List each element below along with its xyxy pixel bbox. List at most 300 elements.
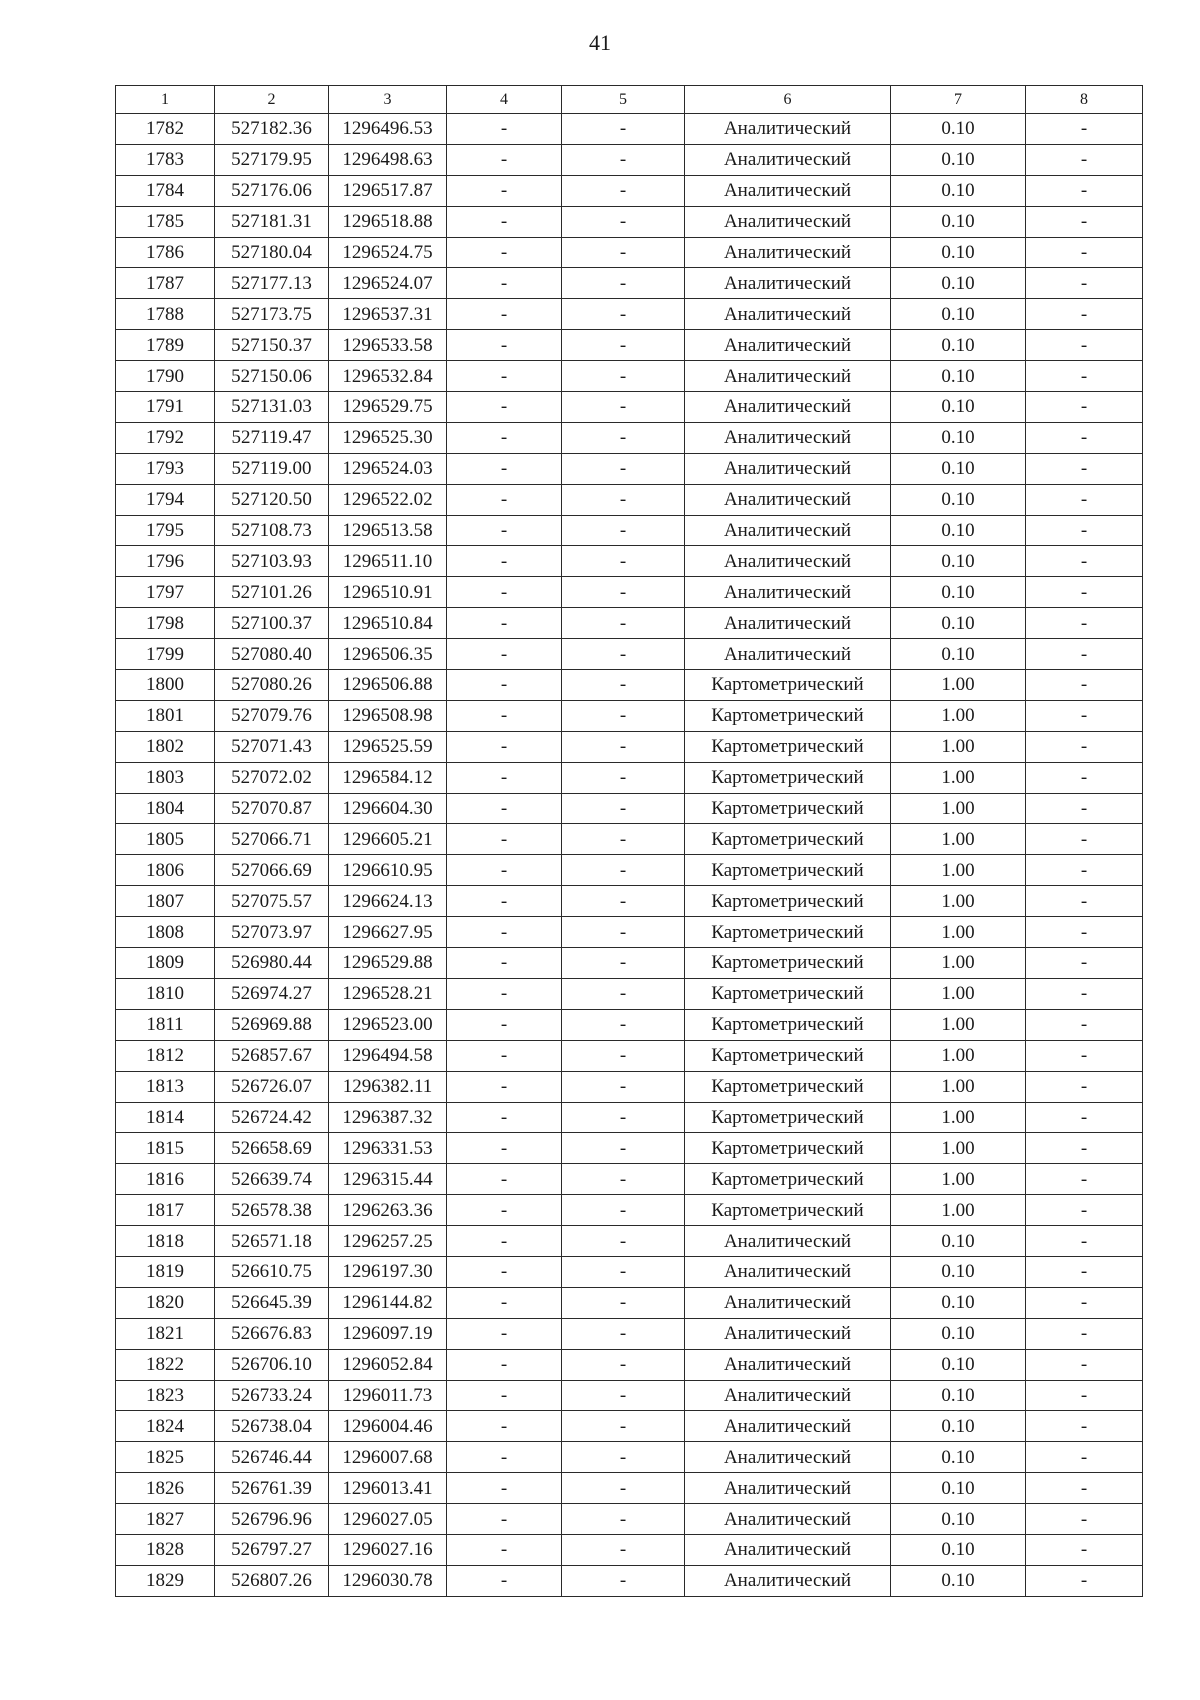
- point-number-cell: 1804: [116, 793, 215, 824]
- x-coordinate-cell: 526738.04: [215, 1411, 329, 1442]
- method-cell: Аналитический: [685, 577, 891, 608]
- table-row: [116, 546, 1143, 577]
- point-number-cell: 1812: [116, 1040, 215, 1071]
- accuracy-cell: 0.10: [891, 639, 1026, 670]
- col4-cell: -: [447, 762, 562, 793]
- col4-cell: -: [447, 793, 562, 824]
- accuracy-cell: 0.10: [891, 484, 1026, 515]
- x-coordinate-cell: 527071.43: [215, 731, 329, 762]
- table-row: [116, 824, 1143, 855]
- accuracy-cell: 0.10: [891, 1349, 1026, 1380]
- table-row: [116, 1071, 1143, 1102]
- method-cell: Аналитический: [685, 515, 891, 546]
- accuracy-cell: 1.00: [891, 1009, 1026, 1040]
- col8-cell: -: [1026, 1318, 1143, 1349]
- col8-cell: -: [1026, 453, 1143, 484]
- accuracy-cell: 0.10: [891, 1380, 1026, 1411]
- accuracy-cell: 1.00: [891, 917, 1026, 948]
- x-coordinate-cell: 527073.97: [215, 917, 329, 948]
- table-row: [116, 1102, 1143, 1133]
- column-header: 2: [215, 86, 329, 114]
- col8-cell: -: [1026, 206, 1143, 237]
- col4-cell: -: [447, 1565, 562, 1596]
- col5-cell: -: [562, 700, 685, 731]
- col4-cell: -: [447, 1195, 562, 1226]
- y-coordinate-cell: 1296524.75: [329, 237, 447, 268]
- col8-cell: -: [1026, 1195, 1143, 1226]
- y-coordinate-cell: 1296518.88: [329, 206, 447, 237]
- point-number-cell: 1827: [116, 1504, 215, 1535]
- col8-cell: -: [1026, 824, 1143, 855]
- x-coordinate-cell: 527075.57: [215, 886, 329, 917]
- point-number-cell: 1799: [116, 639, 215, 670]
- table-row: [116, 453, 1143, 484]
- y-coordinate-cell: 1296011.73: [329, 1380, 447, 1411]
- col4-cell: -: [447, 824, 562, 855]
- column-header: 6: [685, 86, 891, 114]
- x-coordinate-cell: 527066.71: [215, 824, 329, 855]
- x-coordinate-cell: 527066.69: [215, 855, 329, 886]
- col4-cell: -: [447, 1318, 562, 1349]
- y-coordinate-cell: 1296510.91: [329, 577, 447, 608]
- col8-cell: -: [1026, 1504, 1143, 1535]
- y-coordinate-cell: 1296525.30: [329, 422, 447, 453]
- col5-cell: -: [562, 1195, 685, 1226]
- point-number-cell: 1821: [116, 1318, 215, 1349]
- col5-cell: -: [562, 948, 685, 979]
- point-number-cell: 1819: [116, 1256, 215, 1287]
- col4-cell: -: [447, 978, 562, 1009]
- y-coordinate-cell: 1296030.78: [329, 1565, 447, 1596]
- y-coordinate-cell: 1296506.88: [329, 670, 447, 701]
- col5-cell: -: [562, 978, 685, 1009]
- col5-cell: -: [562, 793, 685, 824]
- table-row: [116, 731, 1143, 762]
- col5-cell: -: [562, 762, 685, 793]
- y-coordinate-cell: 1296610.95: [329, 855, 447, 886]
- point-number-cell: 1818: [116, 1226, 215, 1257]
- col5-cell: -: [562, 546, 685, 577]
- col8-cell: -: [1026, 1040, 1143, 1071]
- accuracy-cell: 0.10: [891, 206, 1026, 237]
- method-cell: Картометрический: [685, 978, 891, 1009]
- col5-cell: -: [562, 1349, 685, 1380]
- method-cell: Аналитический: [685, 546, 891, 577]
- method-cell: Аналитический: [685, 1380, 891, 1411]
- y-coordinate-cell: 1296517.87: [329, 175, 447, 206]
- accuracy-cell: 0.10: [891, 422, 1026, 453]
- col4-cell: -: [447, 361, 562, 392]
- accuracy-cell: 0.10: [891, 1473, 1026, 1504]
- col5-cell: -: [562, 1565, 685, 1596]
- col5-cell: -: [562, 1411, 685, 1442]
- method-cell: Аналитический: [685, 608, 891, 639]
- method-cell: Аналитический: [685, 299, 891, 330]
- y-coordinate-cell: 1296584.12: [329, 762, 447, 793]
- accuracy-cell: 0.10: [891, 546, 1026, 577]
- point-number-cell: 1787: [116, 268, 215, 299]
- method-cell: Картометрический: [685, 1133, 891, 1164]
- col5-cell: -: [562, 1071, 685, 1102]
- col8-cell: -: [1026, 1287, 1143, 1318]
- method-cell: Аналитический: [685, 330, 891, 361]
- col8-cell: -: [1026, 1164, 1143, 1195]
- accuracy-cell: 0.10: [891, 1534, 1026, 1565]
- point-number-cell: 1791: [116, 392, 215, 423]
- col4-cell: -: [447, 237, 562, 268]
- x-coordinate-cell: 526797.27: [215, 1534, 329, 1565]
- method-cell: Аналитический: [685, 1318, 891, 1349]
- y-coordinate-cell: 1296524.07: [329, 268, 447, 299]
- y-coordinate-cell: 1296315.44: [329, 1164, 447, 1195]
- y-coordinate-cell: 1296511.10: [329, 546, 447, 577]
- col4-cell: -: [447, 1040, 562, 1071]
- method-cell: Аналитический: [685, 175, 891, 206]
- accuracy-cell: 0.10: [891, 1318, 1026, 1349]
- y-coordinate-cell: 1296331.53: [329, 1133, 447, 1164]
- table-row: [116, 422, 1143, 453]
- col8-cell: -: [1026, 392, 1143, 423]
- y-coordinate-cell: 1296263.36: [329, 1195, 447, 1226]
- col8-cell: -: [1026, 361, 1143, 392]
- point-number-cell: 1820: [116, 1287, 215, 1318]
- col8-cell: -: [1026, 268, 1143, 299]
- method-cell: Аналитический: [685, 1534, 891, 1565]
- table-row: [116, 948, 1143, 979]
- x-coordinate-cell: 526676.83: [215, 1318, 329, 1349]
- col8-cell: -: [1026, 1226, 1143, 1257]
- column-header: 8: [1026, 86, 1143, 114]
- col5-cell: -: [562, 361, 685, 392]
- accuracy-cell: 0.10: [891, 268, 1026, 299]
- col5-cell: -: [562, 670, 685, 701]
- col8-cell: -: [1026, 1009, 1143, 1040]
- y-coordinate-cell: 1296004.46: [329, 1411, 447, 1442]
- col5-cell: -: [562, 731, 685, 762]
- accuracy-cell: 1.00: [891, 762, 1026, 793]
- y-coordinate-cell: 1296052.84: [329, 1349, 447, 1380]
- method-cell: Аналитический: [685, 268, 891, 299]
- x-coordinate-cell: 527176.06: [215, 175, 329, 206]
- accuracy-cell: 0.10: [891, 608, 1026, 639]
- point-number-cell: 1798: [116, 608, 215, 639]
- point-number-cell: 1808: [116, 917, 215, 948]
- x-coordinate-cell: 526610.75: [215, 1256, 329, 1287]
- y-coordinate-cell: 1296537.31: [329, 299, 447, 330]
- x-coordinate-cell: 527101.26: [215, 577, 329, 608]
- col4-cell: -: [447, 731, 562, 762]
- col8-cell: -: [1026, 762, 1143, 793]
- x-coordinate-cell: 526796.96: [215, 1504, 329, 1535]
- table-row: [116, 299, 1143, 330]
- y-coordinate-cell: 1296627.95: [329, 917, 447, 948]
- method-cell: Аналитический: [685, 1287, 891, 1318]
- col5-cell: -: [562, 886, 685, 917]
- accuracy-cell: 0.10: [891, 1504, 1026, 1535]
- col5-cell: -: [562, 1318, 685, 1349]
- col5-cell: -: [562, 1164, 685, 1195]
- accuracy-cell: 0.10: [891, 175, 1026, 206]
- col8-cell: -: [1026, 484, 1143, 515]
- col8-cell: -: [1026, 144, 1143, 175]
- y-coordinate-cell: 1296097.19: [329, 1318, 447, 1349]
- column-header: 4: [447, 86, 562, 114]
- col5-cell: -: [562, 1534, 685, 1565]
- table-row: [116, 793, 1143, 824]
- col5-cell: -: [562, 484, 685, 515]
- point-number-cell: 1809: [116, 948, 215, 979]
- col8-cell: -: [1026, 1102, 1143, 1133]
- method-cell: Картометрический: [685, 731, 891, 762]
- x-coordinate-cell: 527072.02: [215, 762, 329, 793]
- col4-cell: -: [447, 484, 562, 515]
- table-row: [116, 1442, 1143, 1473]
- y-coordinate-cell: 1296027.05: [329, 1504, 447, 1535]
- table-row: [116, 144, 1143, 175]
- x-coordinate-cell: 526726.07: [215, 1071, 329, 1102]
- x-coordinate-cell: 527080.40: [215, 639, 329, 670]
- accuracy-cell: 0.10: [891, 1256, 1026, 1287]
- y-coordinate-cell: 1296387.32: [329, 1102, 447, 1133]
- col5-cell: -: [562, 1133, 685, 1164]
- col8-cell: -: [1026, 299, 1143, 330]
- table-row: [116, 1349, 1143, 1380]
- x-coordinate-cell: 527131.03: [215, 392, 329, 423]
- y-coordinate-cell: 1296604.30: [329, 793, 447, 824]
- x-coordinate-cell: 526658.69: [215, 1133, 329, 1164]
- table-row: [116, 700, 1143, 731]
- col5-cell: -: [562, 175, 685, 206]
- x-coordinate-cell: 527108.73: [215, 515, 329, 546]
- point-number-cell: 1786: [116, 237, 215, 268]
- accuracy-cell: 1.00: [891, 948, 1026, 979]
- column-header: 7: [891, 86, 1026, 114]
- point-number-cell: 1788: [116, 299, 215, 330]
- method-cell: Аналитический: [685, 1349, 891, 1380]
- col5-cell: -: [562, 1256, 685, 1287]
- col8-cell: -: [1026, 1473, 1143, 1504]
- accuracy-cell: 0.10: [891, 1287, 1026, 1318]
- point-number-cell: 1825: [116, 1442, 215, 1473]
- col8-cell: -: [1026, 731, 1143, 762]
- method-cell: Картометрический: [685, 1071, 891, 1102]
- col8-cell: -: [1026, 700, 1143, 731]
- y-coordinate-cell: 1296382.11: [329, 1071, 447, 1102]
- accuracy-cell: 1.00: [891, 886, 1026, 917]
- point-number-cell: 1783: [116, 144, 215, 175]
- table-row: [116, 1164, 1143, 1195]
- table-row: [116, 1040, 1143, 1071]
- col4-cell: -: [447, 1071, 562, 1102]
- col4-cell: -: [447, 453, 562, 484]
- col8-cell: -: [1026, 1380, 1143, 1411]
- col8-cell: -: [1026, 670, 1143, 701]
- col4-cell: -: [447, 1442, 562, 1473]
- col5-cell: -: [562, 237, 685, 268]
- col5-cell: -: [562, 1287, 685, 1318]
- col4-cell: -: [447, 948, 562, 979]
- table-header-row: [116, 86, 1143, 114]
- col8-cell: -: [1026, 515, 1143, 546]
- accuracy-cell: 0.10: [891, 453, 1026, 484]
- x-coordinate-cell: 527100.37: [215, 608, 329, 639]
- col8-cell: -: [1026, 917, 1143, 948]
- point-number-cell: 1794: [116, 484, 215, 515]
- accuracy-cell: 0.10: [891, 237, 1026, 268]
- col8-cell: -: [1026, 1133, 1143, 1164]
- col5-cell: -: [562, 1040, 685, 1071]
- col5-cell: -: [562, 422, 685, 453]
- col4-cell: -: [447, 1534, 562, 1565]
- col5-cell: -: [562, 824, 685, 855]
- table-row: [116, 978, 1143, 1009]
- point-number-cell: 1817: [116, 1195, 215, 1226]
- col4-cell: -: [447, 886, 562, 917]
- col4-cell: -: [447, 1009, 562, 1040]
- col8-cell: -: [1026, 330, 1143, 361]
- method-cell: Аналитический: [685, 361, 891, 392]
- y-coordinate-cell: 1296528.21: [329, 978, 447, 1009]
- point-number-cell: 1802: [116, 731, 215, 762]
- method-cell: Аналитический: [685, 237, 891, 268]
- column-header: 1: [116, 86, 215, 114]
- accuracy-cell: 0.10: [891, 515, 1026, 546]
- table-row: [116, 1256, 1143, 1287]
- table-row: [116, 484, 1143, 515]
- method-cell: Аналитический: [685, 206, 891, 237]
- x-coordinate-cell: 527181.31: [215, 206, 329, 237]
- x-coordinate-cell: 526724.42: [215, 1102, 329, 1133]
- table-row: [116, 361, 1143, 392]
- col4-cell: -: [447, 175, 562, 206]
- point-number-cell: 1797: [116, 577, 215, 608]
- y-coordinate-cell: 1296257.25: [329, 1226, 447, 1257]
- table-row: [116, 206, 1143, 237]
- col4-cell: -: [447, 268, 562, 299]
- y-coordinate-cell: 1296532.84: [329, 361, 447, 392]
- col5-cell: -: [562, 1473, 685, 1504]
- col8-cell: -: [1026, 1256, 1143, 1287]
- x-coordinate-cell: 527180.04: [215, 237, 329, 268]
- accuracy-cell: 0.10: [891, 1226, 1026, 1257]
- y-coordinate-cell: 1296524.03: [329, 453, 447, 484]
- col5-cell: -: [562, 855, 685, 886]
- col5-cell: -: [562, 1226, 685, 1257]
- accuracy-cell: 1.00: [891, 731, 1026, 762]
- x-coordinate-cell: 526761.39: [215, 1473, 329, 1504]
- point-number-cell: 1823: [116, 1380, 215, 1411]
- x-coordinate-cell: 527119.47: [215, 422, 329, 453]
- x-coordinate-cell: 527119.00: [215, 453, 329, 484]
- point-number-cell: 1814: [116, 1102, 215, 1133]
- col5-cell: -: [562, 330, 685, 361]
- method-cell: Картометрический: [685, 670, 891, 701]
- x-coordinate-cell: 527150.06: [215, 361, 329, 392]
- method-cell: Аналитический: [685, 114, 891, 145]
- col5-cell: -: [562, 917, 685, 948]
- method-cell: Картометрический: [685, 793, 891, 824]
- col8-cell: -: [1026, 639, 1143, 670]
- col4-cell: -: [447, 392, 562, 423]
- col8-cell: -: [1026, 1071, 1143, 1102]
- x-coordinate-cell: 526706.10: [215, 1349, 329, 1380]
- method-cell: Аналитический: [685, 453, 891, 484]
- x-coordinate-cell: 527120.50: [215, 484, 329, 515]
- method-cell: Аналитический: [685, 392, 891, 423]
- x-coordinate-cell: 526571.18: [215, 1226, 329, 1257]
- method-cell: Картометрический: [685, 1040, 891, 1071]
- col8-cell: -: [1026, 577, 1143, 608]
- y-coordinate-cell: 1296605.21: [329, 824, 447, 855]
- method-cell: Аналитический: [685, 1473, 891, 1504]
- y-coordinate-cell: 1296510.84: [329, 608, 447, 639]
- col4-cell: -: [447, 1473, 562, 1504]
- accuracy-cell: 1.00: [891, 793, 1026, 824]
- col4-cell: -: [447, 1256, 562, 1287]
- method-cell: Аналитический: [685, 639, 891, 670]
- point-number-cell: 1815: [116, 1133, 215, 1164]
- col5-cell: -: [562, 608, 685, 639]
- col5-cell: -: [562, 268, 685, 299]
- col8-cell: -: [1026, 114, 1143, 145]
- col4-cell: -: [447, 299, 562, 330]
- method-cell: Картометрический: [685, 1195, 891, 1226]
- point-number-cell: 1803: [116, 762, 215, 793]
- y-coordinate-cell: 1296513.58: [329, 515, 447, 546]
- x-coordinate-cell: 527173.75: [215, 299, 329, 330]
- method-cell: Аналитический: [685, 1565, 891, 1596]
- accuracy-cell: 1.00: [891, 824, 1026, 855]
- col5-cell: -: [562, 1380, 685, 1411]
- accuracy-cell: 1.00: [891, 978, 1026, 1009]
- method-cell: Картометрический: [685, 948, 891, 979]
- table-row: [116, 1411, 1143, 1442]
- col8-cell: -: [1026, 546, 1143, 577]
- x-coordinate-cell: 527177.13: [215, 268, 329, 299]
- table-row: [116, 1287, 1143, 1318]
- col8-cell: -: [1026, 608, 1143, 639]
- x-coordinate-cell: 526578.38: [215, 1195, 329, 1226]
- column-header: 3: [329, 86, 447, 114]
- col4-cell: -: [447, 330, 562, 361]
- x-coordinate-cell: 527179.95: [215, 144, 329, 175]
- y-coordinate-cell: 1296496.53: [329, 114, 447, 145]
- col4-cell: -: [447, 700, 562, 731]
- y-coordinate-cell: 1296529.88: [329, 948, 447, 979]
- x-coordinate-cell: 526974.27: [215, 978, 329, 1009]
- point-number-cell: 1795: [116, 515, 215, 546]
- method-cell: Картометрический: [685, 1164, 891, 1195]
- col5-cell: -: [562, 392, 685, 423]
- x-coordinate-cell: 527079.76: [215, 700, 329, 731]
- accuracy-cell: 0.10: [891, 577, 1026, 608]
- table-row: [116, 1009, 1143, 1040]
- col4-cell: -: [447, 855, 562, 886]
- method-cell: Картометрический: [685, 824, 891, 855]
- col4-cell: -: [447, 577, 562, 608]
- table-row: [116, 886, 1143, 917]
- point-number-cell: 1782: [116, 114, 215, 145]
- point-number-cell: 1813: [116, 1071, 215, 1102]
- col8-cell: -: [1026, 793, 1143, 824]
- table-row: [116, 608, 1143, 639]
- table-row: [116, 1133, 1143, 1164]
- y-coordinate-cell: 1296494.58: [329, 1040, 447, 1071]
- y-coordinate-cell: 1296525.59: [329, 731, 447, 762]
- accuracy-cell: 1.00: [891, 855, 1026, 886]
- col4-cell: -: [447, 206, 562, 237]
- accuracy-cell: 1.00: [891, 1133, 1026, 1164]
